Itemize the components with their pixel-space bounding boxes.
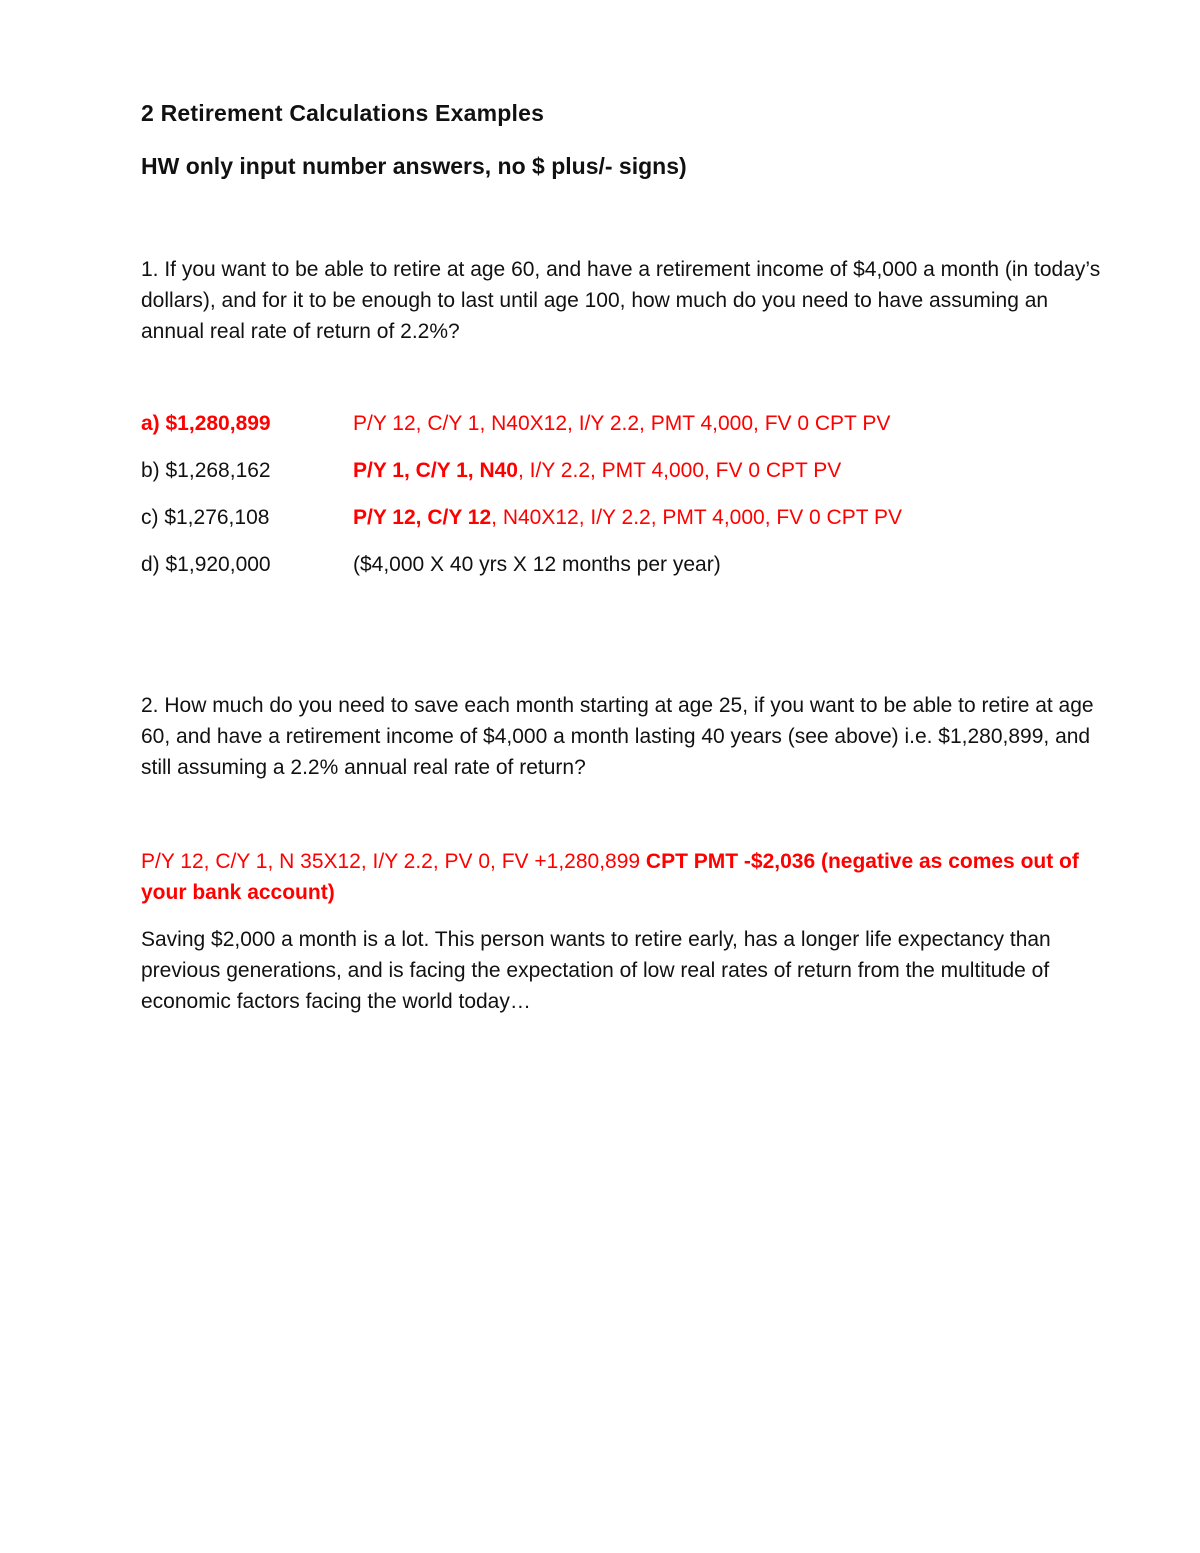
question-2-answer: [141, 846, 1101, 908]
document-subtitle: HW only input number answers, no $ plus/- signs): [141, 153, 687, 179]
option-d-label: d) $1,920,000: [141, 553, 271, 576]
option-c-formula-rest: , N40X12, I/Y 2.2, PMT 4,000, FV 0 CPT PV: [491, 506, 903, 529]
option-b-label: b) $1,268,162: [141, 459, 271, 482]
option-b-formula: [353, 456, 841, 486]
answer-explanation: (negative as comes out of your bank account): [141, 850, 1079, 904]
closing-note: Saving $2,000 a month is a lot. This person wants to retire early, has a longer life expectancy than previous generations, and is facing the expectation of low real rates of return from the multitude of economic factors facing the world today…: [141, 928, 1051, 1013]
answer-keystrokes: P/Y 12, C/Y 1, N 35X12, I/Y 2.2, PV 0, FV +1,280,899: [141, 850, 641, 873]
question-2-text: 2. How much do you need to save each month starting at age 25, if you want to be able to retire at age 60, and have a retirement income of $4,000 a month lasting 40 years (see above) i.e. $1,280,899, and still assuming a 2.2% annual real rate of return?: [141, 694, 1094, 779]
question-1-text: 1. If you want to be able to retire at age 60, and have a retirement income of $4,000 a month (in today’s dollars), and for it to be enough to last until age 100, how much do you need to have assuming an annual real rate of return of 2.2%?: [141, 258, 1101, 343]
answer-result: CPT PMT -$2,036: [640, 850, 816, 873]
option-b-formula-rest: , I/Y 2.2, PMT 4,000, FV 0 CPT PV: [518, 459, 842, 482]
document-title: 2 Retirement Calculations Examples: [141, 100, 545, 126]
option-c-formula: [353, 503, 902, 533]
option-a-formula: P/Y 12, C/Y 1, N40X12, I/Y 2.2, PMT 4,000, FV 0 CPT PV: [353, 412, 891, 435]
option-a-label: a) $1,280,899: [141, 412, 271, 435]
option-c-formula-highlight: P/Y 12, C/Y 12: [353, 506, 492, 529]
option-d-formula: ($4,000 X 40 yrs X 12 months per year): [353, 553, 721, 576]
option-b-formula-highlight: P/Y 1, C/Y 1, N40: [353, 459, 518, 482]
option-c-label: c) $1,276,108: [141, 506, 270, 529]
